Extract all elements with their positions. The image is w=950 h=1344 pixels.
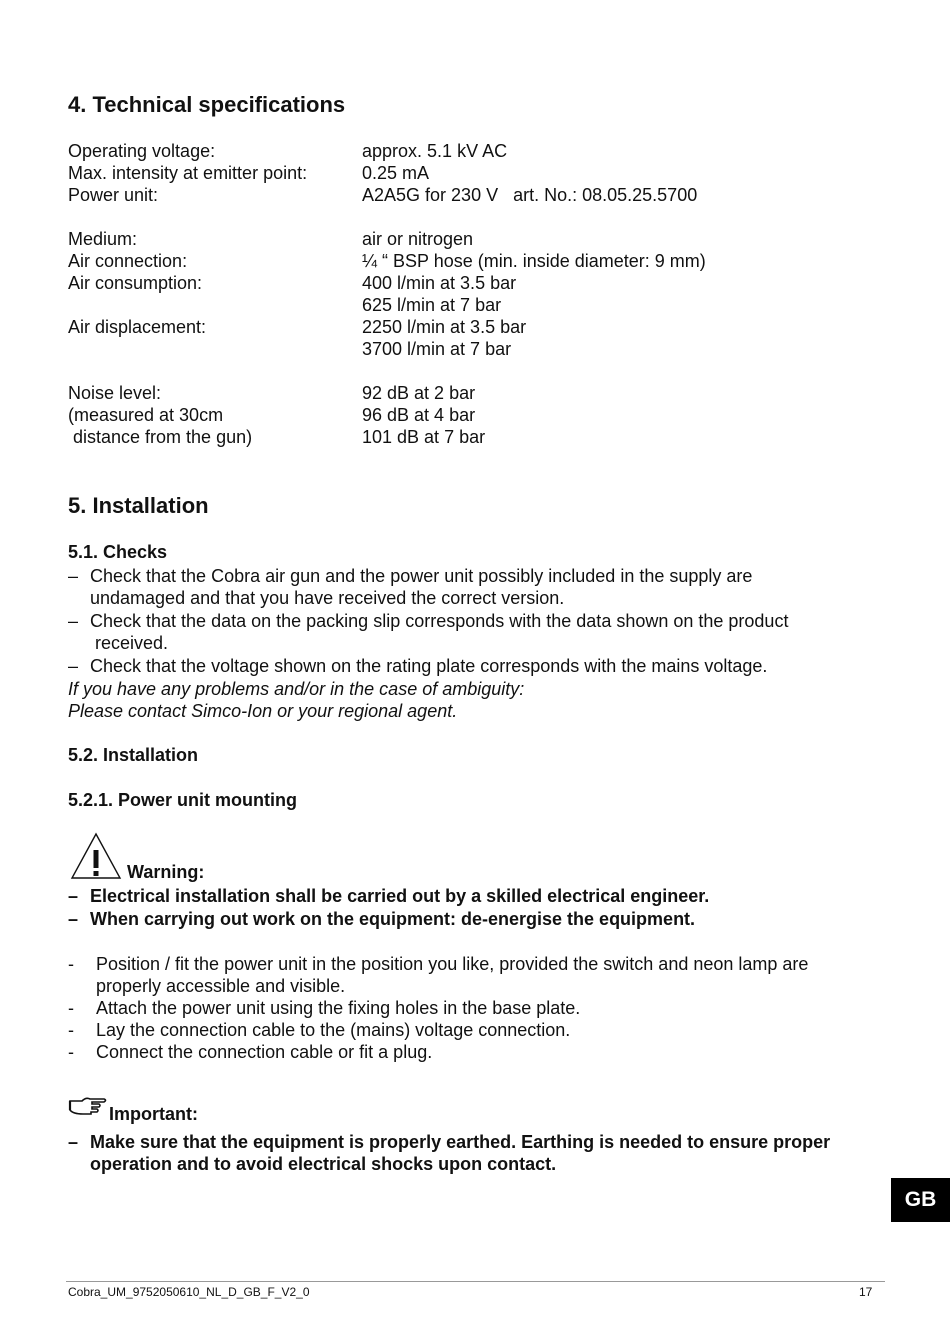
spec-value: 0.25 mA	[362, 163, 430, 183]
check-item-text: undamaged and that you have received the correct version.	[90, 588, 565, 608]
dash-bullet: –	[68, 611, 79, 631]
hyphen-bullet: -	[68, 1020, 74, 1040]
step-text: Lay the connection cable to the (mains) voltage connection.	[96, 1020, 571, 1040]
spec-label: Air connection:	[68, 251, 188, 271]
check-item-text: Check that the data on the packing slip corresponds with the data shown on the product	[90, 611, 789, 631]
spec-label: Air consumption:	[68, 273, 203, 293]
spec-label: Air displacement:	[68, 317, 207, 337]
footer-doc-id: Cobra_UM_9752050610_NL_D_GB_F_V2_0	[68, 1285, 310, 1299]
ambiguity-note: If you have any problems and/or in the case of ambiguity:	[68, 679, 525, 699]
check-item-text: Check that the voltage shown on the rating plate corresponds with the mains voltage.	[90, 656, 768, 676]
check-item-text: Check that the Cobra air gun and the power unit possibly included in the supply are	[90, 566, 753, 586]
dash-bullet: –	[68, 886, 79, 906]
spec-value: 625 l/min at 7 bar	[362, 295, 502, 315]
step-text: Position / fit the power unit in the position you like, provided the switch and neon lamp are	[96, 954, 809, 974]
spec-value: 2250 l/min at 3.5 bar	[362, 317, 527, 337]
section-4-title: 4. Technical specifications	[68, 92, 346, 117]
spec-label: distance from the gun)	[68, 427, 253, 447]
pointing-hand-icon	[68, 1093, 108, 1122]
dash-bullet: –	[68, 1132, 79, 1152]
warning-label: Warning:	[127, 862, 205, 882]
dash-bullet: –	[68, 909, 79, 929]
step-text: properly accessible and visible.	[96, 976, 346, 996]
hyphen-bullet: -	[68, 998, 74, 1018]
page-number: 17	[859, 1285, 873, 1299]
spec-value: 400 l/min at 3.5 bar	[362, 273, 517, 293]
installation-heading: 5.2. Installation	[68, 745, 199, 765]
step-text: Attach the power unit using the fixing holes in the base plate.	[96, 998, 581, 1018]
section-5-title: 5. Installation	[68, 493, 209, 518]
contact-note: Please contact Simco-Ion or your regional agent.	[68, 701, 458, 721]
warning-item-text: Electrical installation shall be carried out by a skilled electrical engineer.	[90, 886, 710, 906]
warning-triangle-icon	[70, 832, 122, 885]
hyphen-bullet: -	[68, 954, 74, 974]
spec-label: Noise level:	[68, 383, 162, 403]
mounting-heading: 5.2.1. Power unit mounting	[68, 790, 298, 810]
spec-value: approx. 5.1 kV AC	[362, 141, 508, 161]
spec-label: Medium:	[68, 229, 138, 249]
hyphen-bullet: -	[68, 1042, 74, 1062]
spec-value: 96 dB at 4 bar	[362, 405, 476, 425]
language-tab: GB	[891, 1178, 950, 1222]
important-text: Make sure that the equipment is properly earthed. Earthing is needed to ensure proper	[90, 1132, 831, 1152]
spec-value: 3700 l/min at 7 bar	[362, 339, 512, 359]
spec-value: 101 dB at 7 bar	[362, 427, 486, 447]
dash-bullet: –	[68, 566, 79, 586]
spec-value: A2A5G for 230 V art. No.: 08.05.25.5700	[362, 185, 698, 205]
spec-value: 92 dB at 2 bar	[362, 383, 476, 403]
spec-value: air or nitrogen	[362, 229, 474, 249]
important-label: Important:	[109, 1104, 198, 1124]
spec-label: Max. intensity at emitter point:	[68, 163, 308, 183]
spec-label: Operating voltage:	[68, 141, 216, 161]
spec-label: Power unit:	[68, 185, 159, 205]
footer-divider	[66, 1281, 885, 1282]
step-text: Connect the connection cable or fit a plug.	[96, 1042, 433, 1062]
dash-bullet: –	[68, 656, 79, 676]
spec-value: ¼ “ BSP hose (min. inside diameter: 9 mm)	[362, 251, 706, 271]
checks-heading: 5.1. Checks	[68, 542, 168, 562]
spec-label: (measured at 30cm	[68, 405, 224, 425]
check-item-text: received.	[90, 633, 169, 653]
warning-item-text: When carrying out work on the equipment: de-energise the equipment.	[90, 909, 696, 929]
important-text: operation and to avoid electrical shocks upon contact.	[90, 1154, 557, 1174]
